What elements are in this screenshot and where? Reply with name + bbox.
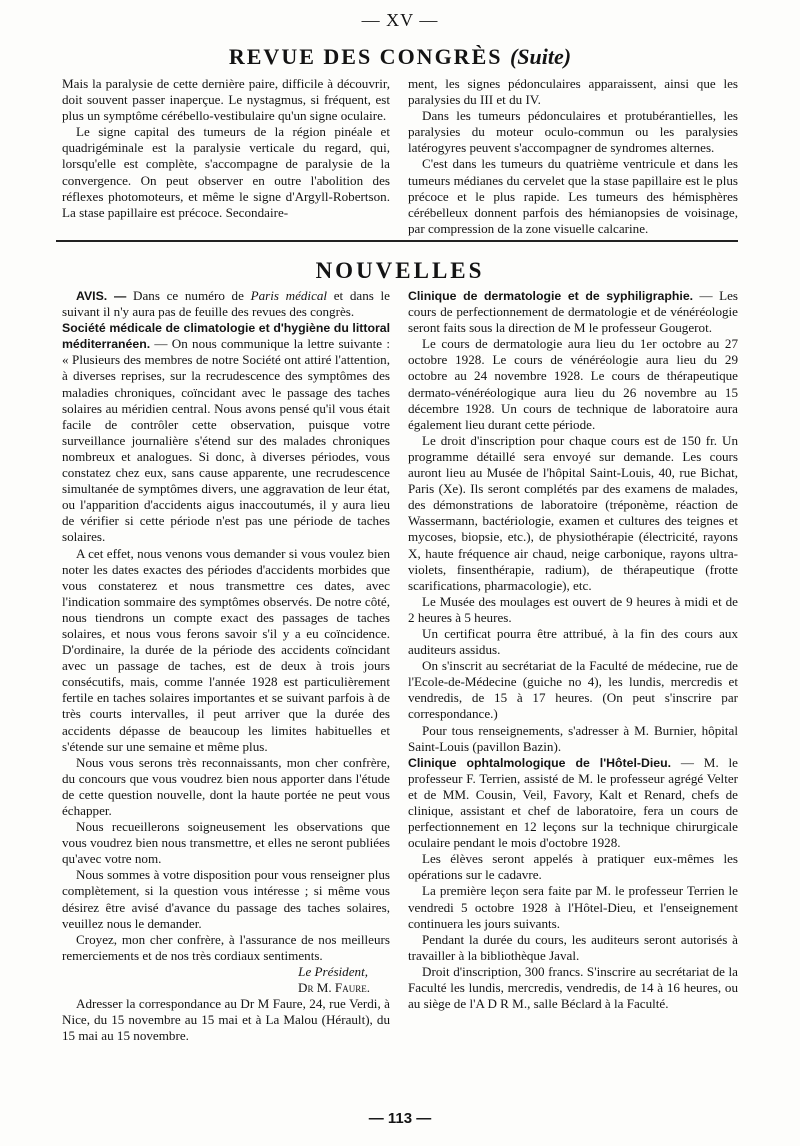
signature-title-text: Le Président, xyxy=(298,963,368,979)
societe-intro xyxy=(62,320,390,545)
section-title xyxy=(0,44,800,70)
signature-title xyxy=(62,964,390,980)
paragraph: Droit d'inscription, 300 francs. S'inscrire au secrétariat de la Faculté les lundis, mercredis, vendredis, de 14 à 16 heures, ou au siège de l'A D R M., salle Béclard à la Faculté. xyxy=(408,963,738,1012)
paragraph: Mais la paralysie de cette dernière paire, difficile à découvrir, doit souvent passer inaperçue. Le nystagmus, si fréquent, est plus un symptôme cérébello-vestibulaire qu'un signe oculaire. xyxy=(62,76,390,124)
dermato-heading: Clinique de dermatologie et de syphiligraphie. xyxy=(408,289,694,303)
paragraph: Nous recueillerons soigneusement les observations que vous voudrez bien nous transmettre, et elles ne seront publiées qu'avec votre nom. xyxy=(62,819,390,867)
text-run: Dans ce numéro de xyxy=(126,288,251,303)
paragraph: Nous sommes à votre disposition pour vous renseigner plus complètement, si la question vous intéresse ; si même vous désirez être avisé d'avance du passage des taches solaires, veuillez nous le demander. xyxy=(62,867,390,931)
paragraph: ment, les signes pédonculaires apparaissent, ainsi que les paralysies du III et du IV. xyxy=(408,76,738,108)
congres-left-column xyxy=(62,76,390,221)
paragraph: Nous vous serons très reconnaissants, mon cher confrère, du concours que vous voudrez bien nous apporter dans l'étude de cette question nouvelle, dont la haute portée ne peut vous échapper. xyxy=(62,754,390,818)
paragraph: Le droit d'inscription pour chaque cours est de 150 fr. Un programme détaillé sera envoyé sur demande. Les cours auront lieu au Musée de l'hôpital Saint-Louis, 40, rue Bichat, Paris (Xe). Ils seront complétés par des examens de malades, des démonstrations de laboratoire (tréponème, réaction de Wassermann, bactériologie, examen et cultures des teignes et mycoses, biopsie, etc.), de physiothérapie (électricité, rayons X, haute fréquence air chaud, neige carbonique, rayons ultra-violets, finsenthérapie, radium), de thérapeutique (frotte scarifications, pharmacologie), etc. xyxy=(408,432,738,593)
nouvelles-left-column xyxy=(62,288,390,1044)
congres-right-column xyxy=(408,76,738,237)
section-title-text: REVUE DES CONGRÈS xyxy=(228,44,503,69)
nouvelles-title: NOUVELLES xyxy=(315,258,485,283)
journal-name: Paris médical xyxy=(250,288,328,303)
avis-paragraph xyxy=(62,288,390,320)
text-run: et dans le suivant il n'y aura pas de feuille des revues des congrès. xyxy=(62,288,390,320)
page-number: — 113 — xyxy=(368,1110,432,1127)
ophtalmo-heading: Clinique ophtalmologique de l'Hôtel-Dieu. xyxy=(408,755,672,770)
paragraph: On s'inscrit au secrétariat de la Faculté de médecine, rue de l'Ecole-de-Médecine (guiche no 4), les lundis, mercredis et vendredis, de 15 à 17 heures. (On peut s'inscrire par correspondance.) xyxy=(408,658,738,722)
paragraph: Adresser la correspondance au Dr M Faure, 24, rue Verdi, à Nice, du 15 novembre au 15 mai et à La Malou (Hérault), du 15 mai au 15 novembre. xyxy=(62,996,390,1044)
paragraph: Pendant la durée du cours, les auditeurs seront autorisés à travailler à la bibliothèque Javal. xyxy=(408,931,738,963)
paragraph: La première leçon sera faite par M. le professeur Terrien le vendredi 5 octobre 1928 à l'Hôtel-Dieu, et l'enseignement continuera les jours suivants. xyxy=(408,883,738,931)
section-title-suffix: (Suite) xyxy=(509,44,572,69)
dermato-intro xyxy=(408,288,738,336)
paragraph: Dans les tumeurs pédonculaires et protubérantielles, les paralysies du moteur oculo-commun ou les paralysies latérogyres peuvent s'accompagner de syndromes alternes. xyxy=(408,108,738,156)
section-divider xyxy=(56,240,738,242)
avis-heading: AVIS. — xyxy=(76,289,127,303)
text-run: — M. le professeur F. Terrien, assisté de M. le professeur agrégé Velter et de MM. Cousin, Veil, Favory, Kalt et Renard, chefs de clinique, assistant et chef de laboratoire, fera un cours de perfectionnement en 12 leçons sur la technique chirurgicale oculaire pendant le mois d'octobre 1928. xyxy=(408,754,738,851)
paragraph: Croyez, mon cher confrère, à l'assurance de nos meilleurs remerciements et de nos très cordiaux sentiments. xyxy=(62,931,390,963)
paragraph: C'est dans les tumeurs du quatrième ventricule et dans les tumeurs médianes du cervelet que la stase papillaire est le plus précoce et le plus rapide. Les tumeurs des hémisphères cérébelleux donnent parfois des hémianopsies de voisinage, par compression de la zone visuelle calcarine. xyxy=(408,156,738,236)
paragraph: Le cours de dermatologie aura lieu du 1er octobre au 27 octobre 1928. Le cours de vénéréologie aura lieu du 29 octobre au 24 novembre 1928. Le cours de thérapeutique dermato-vénéréologique aura lieu du 26 novembre au 15 décembre 1928. Un cours de technique de laboratoire aura également lieu durant cette période. xyxy=(408,336,738,432)
paragraph: Le Musée des moulages est ouvert de 9 heures à midi et de 2 heures à 5 heures. xyxy=(408,593,738,625)
ophtalmo-intro xyxy=(408,755,738,852)
paragraph: A cet effet, nous venons vous demander si vous voulez bien noter les dates exactes des périodes d'accidents morbides que vous constaterez et nous transmettre ces dates, avec l'indication sommaire des symptômes observés. De notre côté, nous tiendrons un compte exact des passages de taches solaires, et nous vous ferons savoir s'il y a eu coïncidence. D'ordinaire, la durée de la période des accidents coïncidant avec un passage de taches, est de deux à trois jours consécutifs, mais, comme l'année 1928 est particulièrement fertile en taches solaires importantes et se suivant parfois à de très courts intervalles, il peut arriver que la durée des accidents dépasse de beaucoup les limites habituelles et s'étende sur une semaine et même plus. xyxy=(62,545,390,754)
paragraph: Un certificat pourra être attribué, à la fin des cours aux auditeurs assidus. xyxy=(408,625,738,658)
signature-name: Dr M. Faure. xyxy=(298,980,370,996)
paragraph: Les élèves seront appelés à pratiquer eux-mêmes les opérations sur le cadavre. xyxy=(408,851,738,883)
text-run: — Les cours de perfectionnement de dermatologie et de vénéréologie seront faits sous la direction de M le professeur Gougerot. xyxy=(408,288,738,336)
text-run: — On nous communique la lettre suivante : « Plusieurs des membres de notre Société ont attiré l'attention, à diverses reprises, sur la recrudescence des symptômes des maladies chroniques, coïncidant avec le passage des taches solaires au méridien central. Nous avons pensé qu'il vous était facile de contrôler cette observation, puisque votre surveillance journalière s'étend sur des malades chroniques nombreux et analogues. Si donc, à diverses périodes, vous constatez chez eux, sans cause apparente, une recrudescence simultanée de symptômes divers, une aggravation de leur état, ou l'apparition d'accidents aigus inaccoutumés, il y aura lieu de vérifier si cette période n'est pas une période de taches solaires. xyxy=(62,336,390,545)
societe-heading: Société médicale de climatologie et d'hygiène du littoral méditerranéen. xyxy=(62,321,390,352)
paragraph: Le signe capital des tumeurs de la région pinéale et quadrigéminale est la paralysie verticale du regard, qui, lorsqu'elle est complète, s'accompagne de paralysie de la convergence. On peut observer en outre l'abolition des réflexes photomoteurs, et même le signe d'Argyll-Robertson. La stase papillaire est précoce. Secondaire- xyxy=(62,124,390,220)
paragraph: Pour tous renseignements, s'adresser à M. Burnier, hôpital Saint-Louis (pavillon Bazin). xyxy=(408,722,738,754)
nouvelles-right-column xyxy=(408,288,738,1012)
roman-page-number: — XV — xyxy=(361,10,439,30)
